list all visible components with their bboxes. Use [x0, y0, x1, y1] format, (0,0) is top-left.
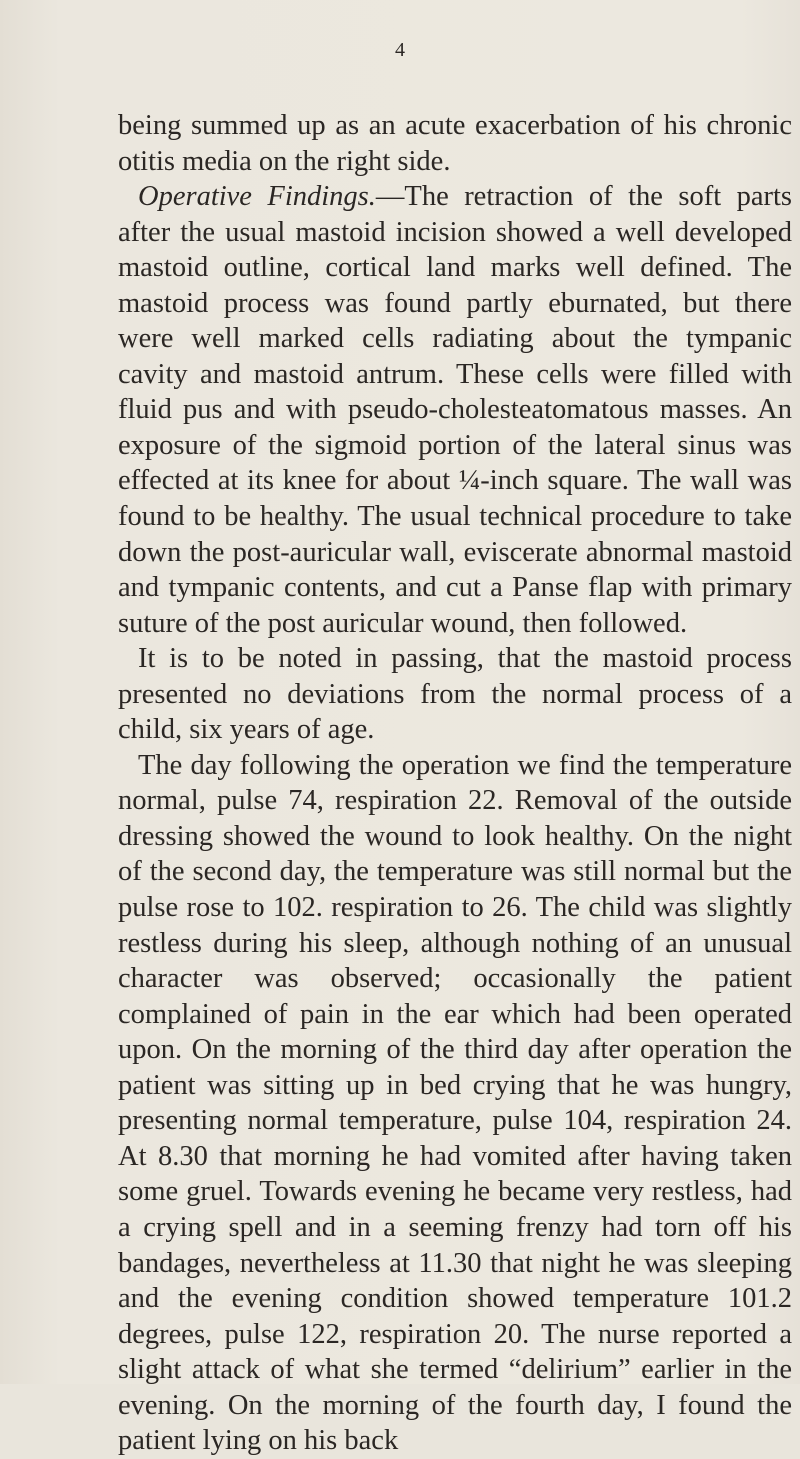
paragraph-operative-findings: [118, 179, 792, 641]
paragraph-note: [118, 641, 792, 748]
body-text: [118, 108, 792, 1459]
paragraph-text: The day following the operation we find the temperature normal, pulse 74, respiration 22. Removal of the outside dressing showed the wound to look healthy. On the night of the second day, the temperature was still normal but the pulse rose to 102. respiration to 26. The child was slightly restless during his sleep, although nothing of an unusual character was observed; occasionally the patient complained of pain in the ear which had been operated upon. On the morning of the third day after operation the patient was sitting up in bed crying that he was hungry, presenting normal temperature, pulse 104, respiration 24. At 8.30 that morning he had vomited after having taken some gruel. Towards evening he became very restless, had a crying spell and in a seeming frenzy had torn off his bandages, nevertheless at 11.30 that night he was sleeping and the evening condition showed temperature 101.2 degrees, pulse 122, respiration 20. The nurse reported a slight attack of what she termed “delirium” earlier in the evening. On the morning of the fourth day, I found the patient lying on his back: [118, 749, 792, 1457]
paragraph-postoperative-course: [118, 748, 792, 1459]
page-number: 4: [395, 39, 405, 61]
paragraph-text: being summed up as an acute exacerbation of his chronic otitis media on the right side.: [118, 110, 792, 177]
paragraph-continuation: [118, 108, 792, 179]
section-heading: Operative Findings.: [138, 181, 376, 213]
paragraph-text: —The retraction of the soft parts after the usual mastoid incision showed a well developed mastoid outline, cortical land marks well defined. The mastoid process was found partly eburnated, but there were well marked cells radiating about the tympanic cavity and mastoid antrum. These cells were filled with fluid pus and with pseudo-cholesteatomatous masses. An exposure of the sigmoid portion of the lateral sinus was effected at its knee for about ¼-inch square. The wall was found to be healthy. The usual technical procedure to take down the post-auricular wall, eviscerate abnormal mastoid and tympanic contents, and cut a Panse flap with primary suture of the post auricular wound, then followed.: [118, 181, 793, 639]
paragraph-text: It is to be noted in passing, that the mastoid process presented no deviations from the normal process of a child, six years of age.: [118, 643, 792, 746]
